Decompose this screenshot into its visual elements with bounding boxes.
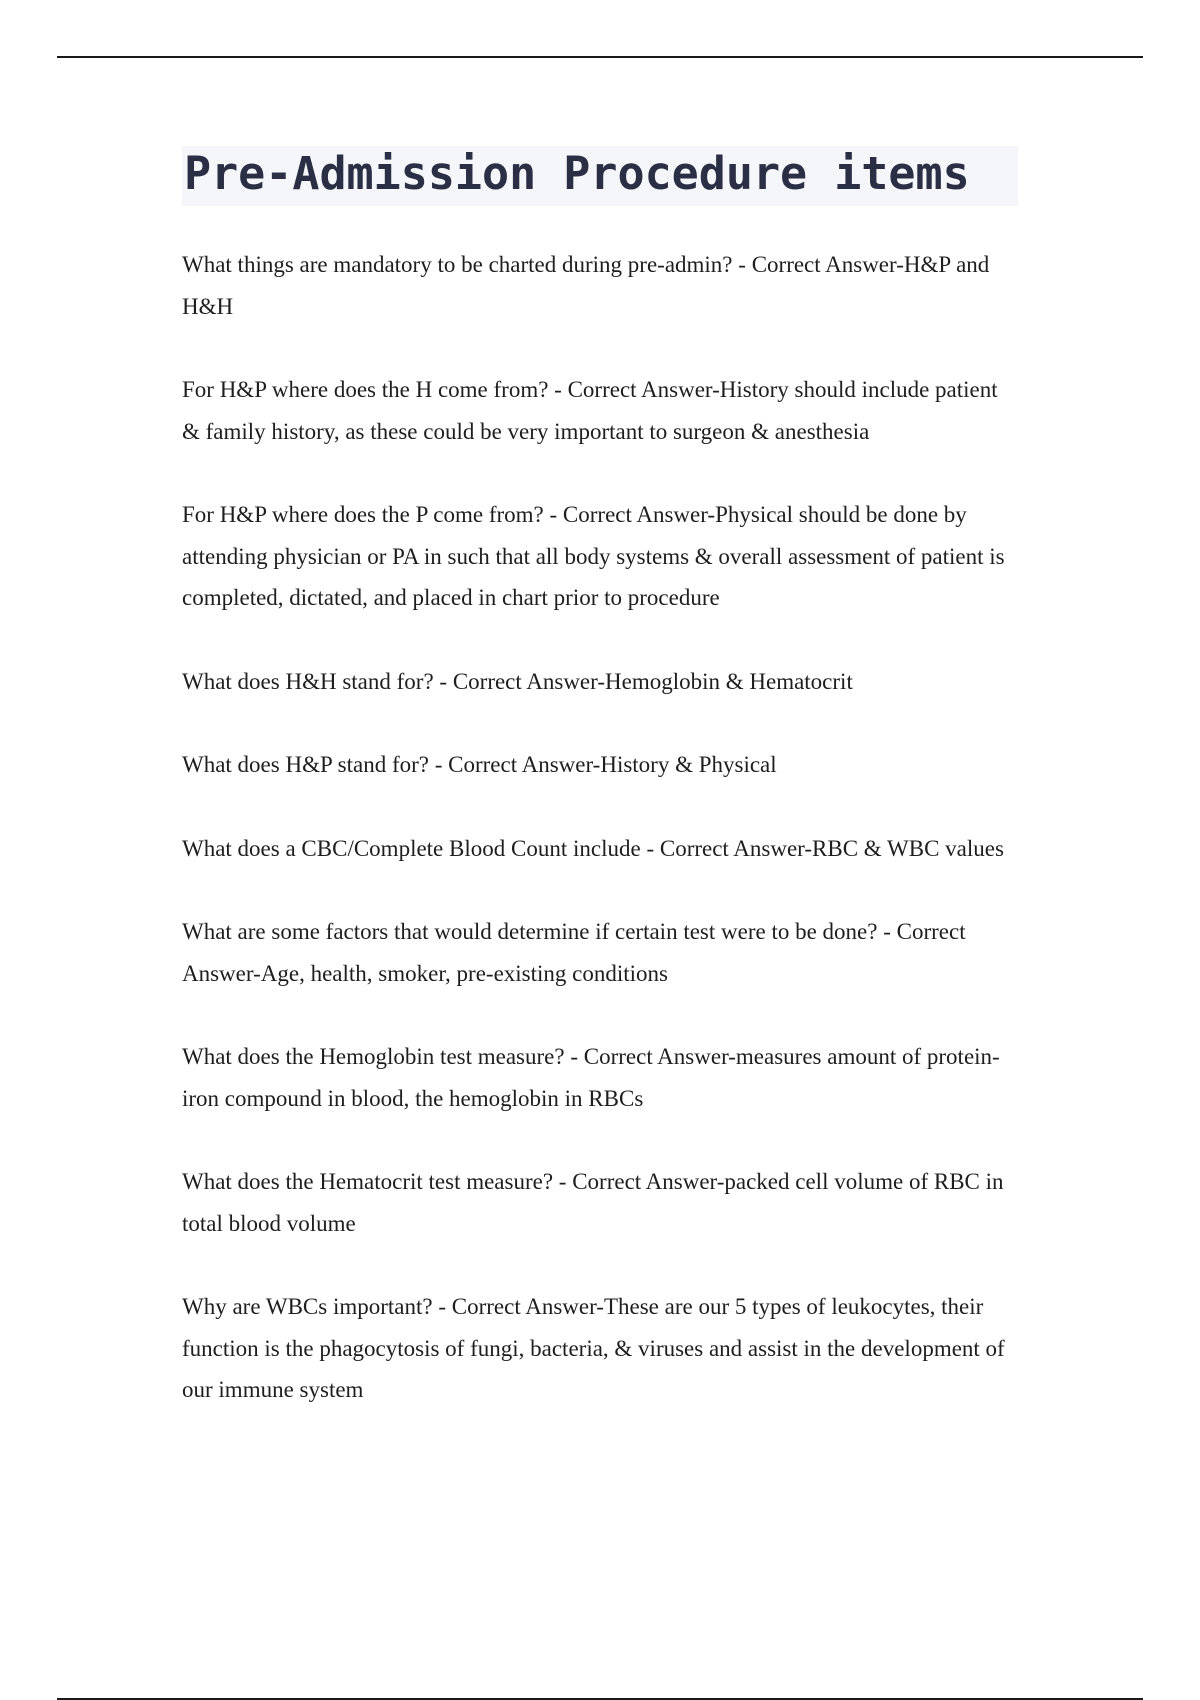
question-text: What things are mandatory to be charted during pre-admin?: [182, 252, 733, 277]
question-text: For H&P where does the P come from?: [182, 502, 544, 527]
qa-item: [182, 744, 1018, 786]
answer-text: H&P and H&H: [182, 252, 990, 319]
answer-separator: - Correct Answer-: [433, 668, 605, 694]
answer-separator: - Correct Answer-: [732, 252, 904, 277]
answer-text: RBC & WBC values: [812, 835, 1004, 861]
qa-item: [182, 661, 1018, 703]
answer-text: History & Physical: [600, 752, 777, 777]
qa-item: [182, 911, 1018, 994]
question-text: What does H&H stand for?: [182, 668, 434, 694]
answer-text: Age, health, smoker, pre-existing conditions: [260, 960, 668, 986]
answer-separator: - Correct Answer-: [182, 919, 966, 986]
answer-text: Physical should be done by attending physician or PA in such that all body systems & overall assessment of patient is completed, dictated, and placed in chart prior to procedure: [182, 502, 1005, 610]
qa-item: [182, 494, 1018, 619]
question-text: What are some factors that would determine if certain test were to be done?: [182, 919, 878, 944]
question-text: For H&P where does the H come from?: [182, 377, 549, 402]
question-text: Why are WBCs important?: [182, 1294, 433, 1319]
question-text: What does the Hemoglobin test measure?: [182, 1044, 565, 1069]
document-title: Pre-Admission Procedure items: [184, 147, 970, 200]
qa-item: [182, 1036, 1018, 1119]
answer-separator: - Correct Answer-: [548, 377, 720, 402]
qa-item: [182, 1161, 1018, 1244]
answer-text: History should include patient & family history, as these could be very important to surgeon & anesthesia: [182, 377, 998, 444]
answer-text: These are our 5 types of leukocytes, their function is the phagocytosis of fungi, bacteria, & viruses and assist in the development of our immune system: [182, 1294, 1005, 1402]
qa-list: [182, 244, 1018, 1411]
question-text: What does the Hematocrit test measure?: [182, 1169, 554, 1194]
answer-text: packed cell volume of RBC in total blood volume: [182, 1169, 1004, 1236]
answer-separator: - Correct Answer-: [428, 752, 601, 777]
answer-separator: - Correct Answer-: [564, 1044, 736, 1069]
title-block: [182, 146, 1018, 206]
question-text: What does a CBC/Complete Blood Count include: [182, 835, 641, 861]
answer-separator: - Correct Answer-: [640, 835, 813, 861]
qa-item: [182, 1286, 1018, 1411]
top-rule: [57, 56, 1143, 58]
answer-text: Hemoglobin & Hematocrit: [605, 668, 853, 694]
answer-text: measures amount of protein-iron compound in blood, the hemoglobin in RBCs: [182, 1044, 1000, 1111]
qa-item: [182, 828, 1018, 870]
answer-separator: - Correct Answer-: [553, 1169, 725, 1194]
answer-separator: - Correct Answer-: [432, 1294, 604, 1319]
question-text: What does H&P stand for?: [182, 752, 429, 777]
qa-item: [182, 244, 1018, 327]
document-body: [182, 146, 1018, 1453]
qa-item: [182, 369, 1018, 452]
answer-separator: - Correct Answer-: [543, 502, 716, 527]
